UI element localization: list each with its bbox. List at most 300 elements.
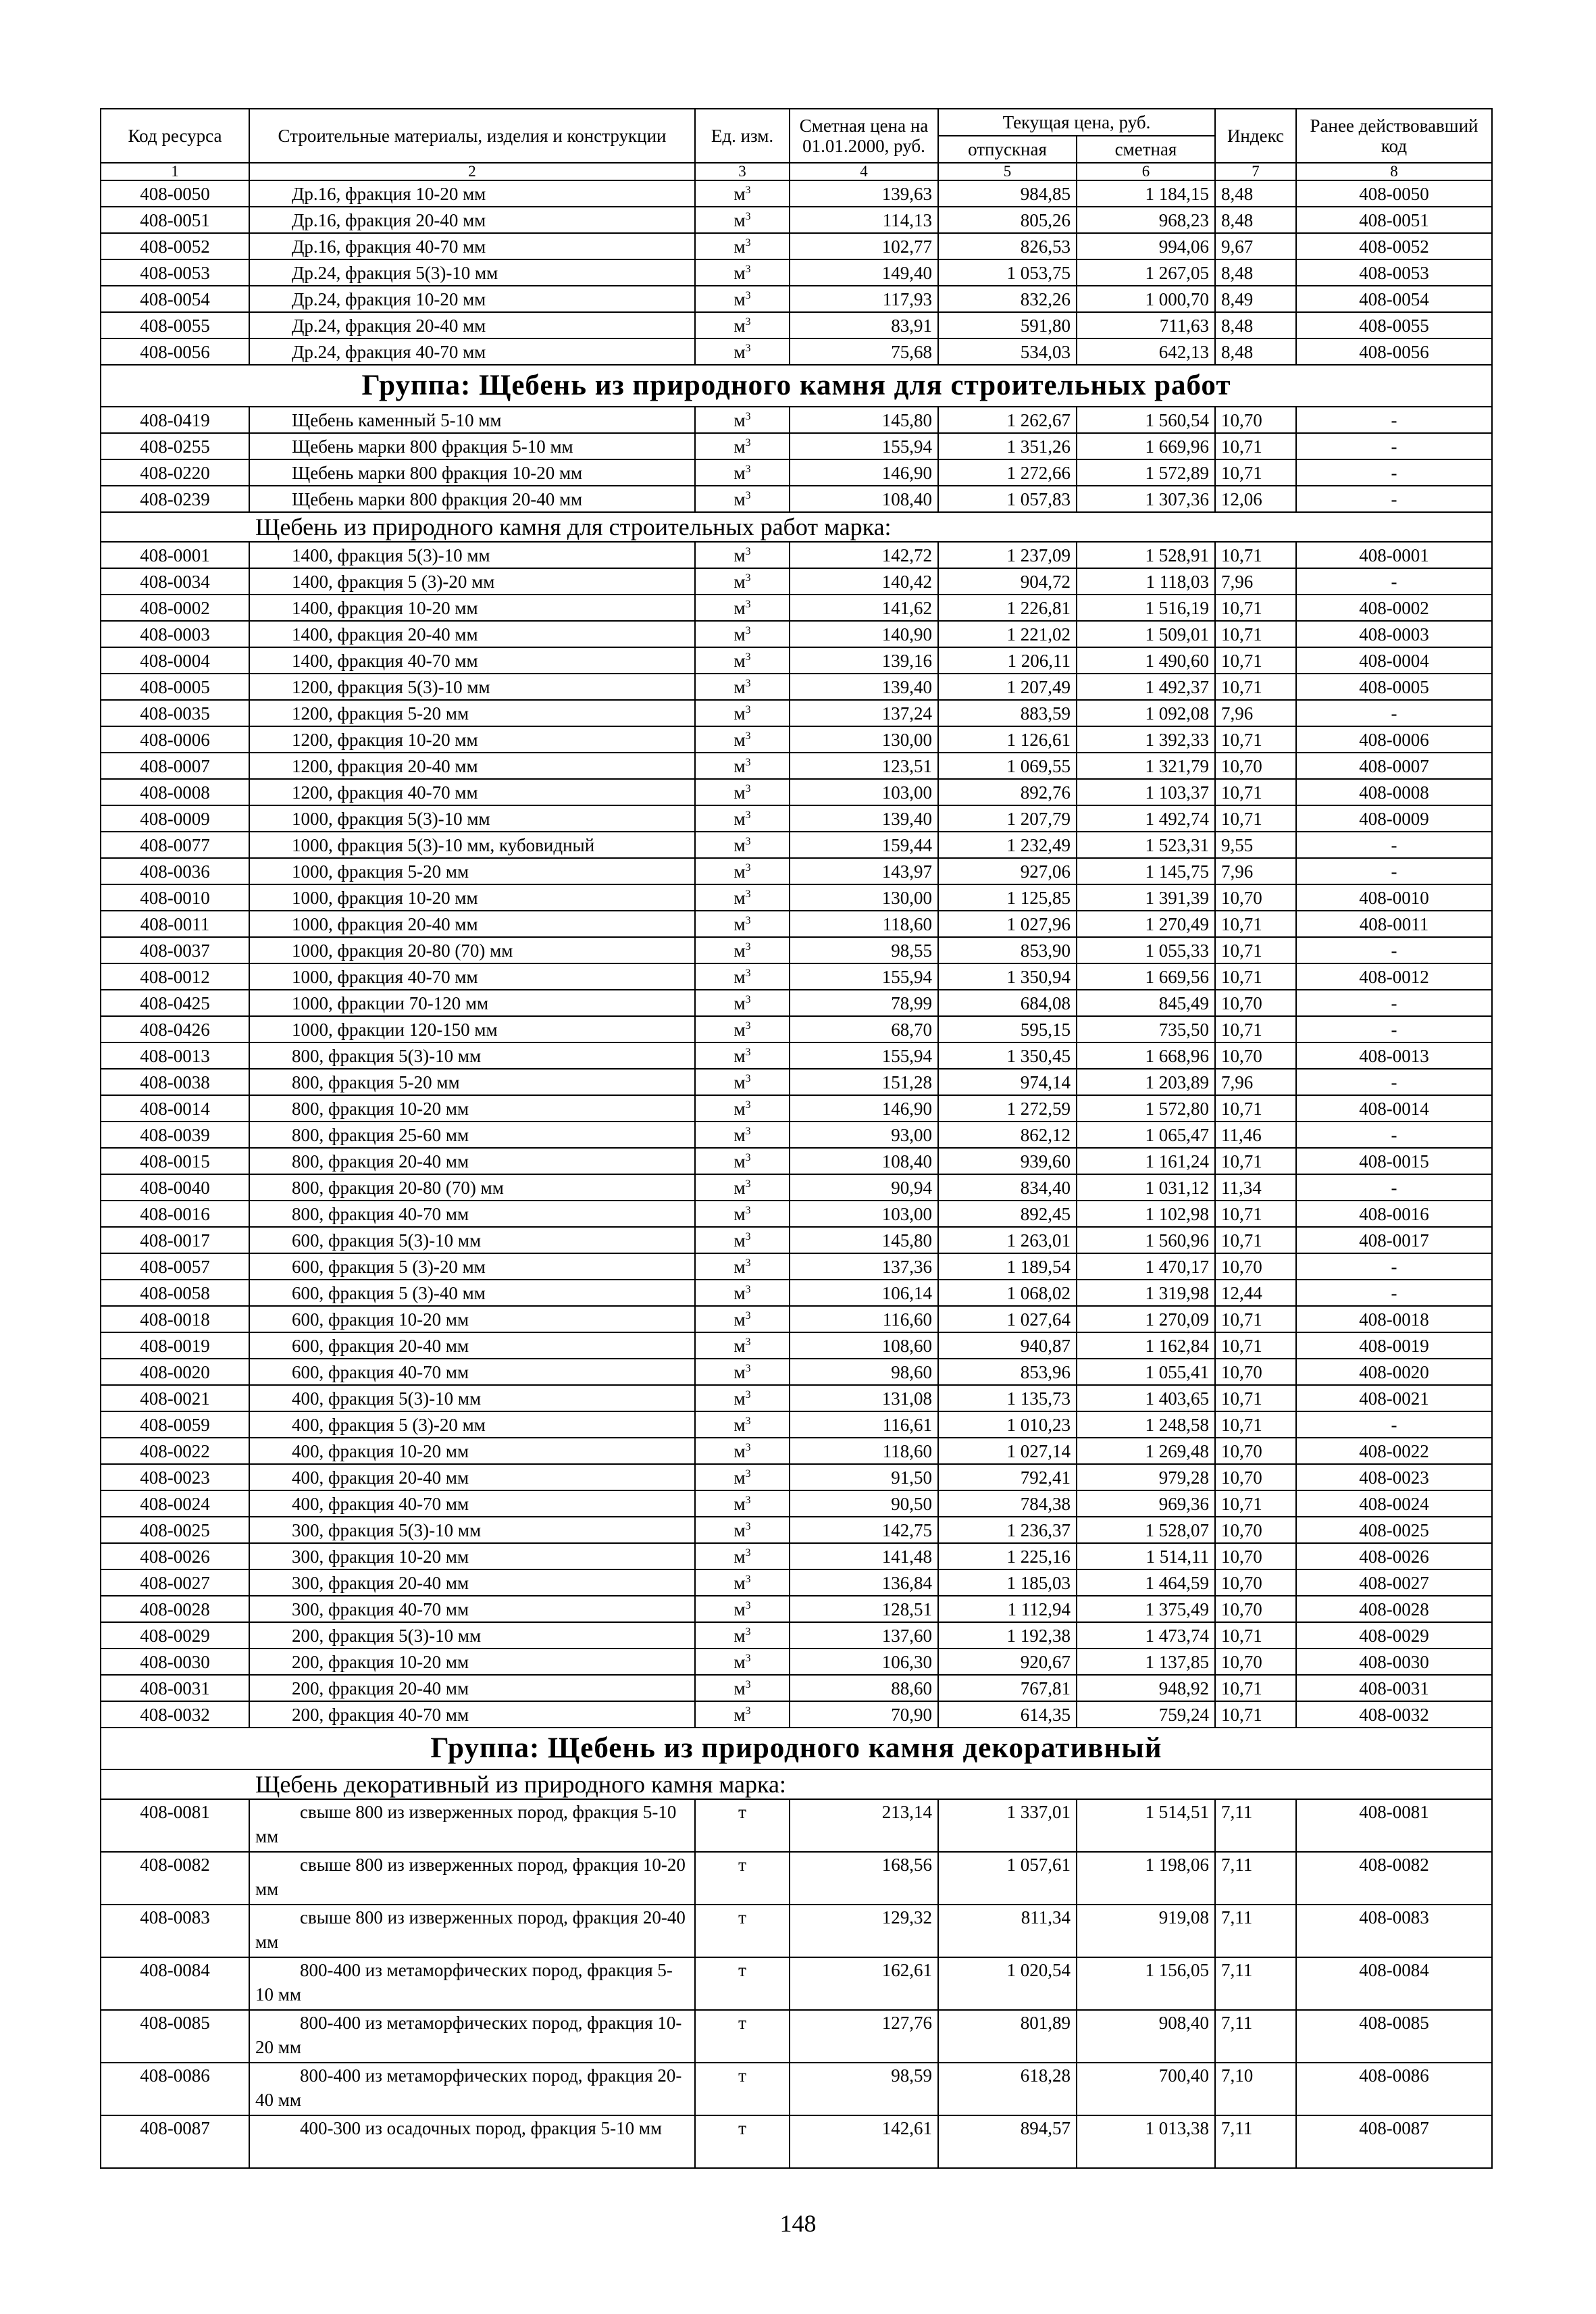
table-row xyxy=(101,407,1492,433)
release-price-cell xyxy=(938,1174,1077,1201)
base-price-cell-text: 70,90 xyxy=(891,1704,932,1725)
unit-cell-text: м xyxy=(733,624,746,645)
index-cell-text: 11,46 xyxy=(1221,1124,1262,1145)
base-price-cell-text: 130,00 xyxy=(881,887,932,908)
index-cell xyxy=(1215,407,1296,433)
release-price-cell-text: 767,81 xyxy=(1020,1678,1071,1699)
resource-code-cell xyxy=(101,595,249,621)
header-index: Индекс xyxy=(1215,109,1296,163)
previous-code-cell xyxy=(1296,937,1492,963)
resource-code-cell xyxy=(101,1411,249,1438)
base-price-cell xyxy=(790,621,938,647)
estimate-price-cell xyxy=(1077,1852,1215,1905)
unit-cell-text: м xyxy=(733,288,746,309)
material-name-cell xyxy=(249,407,695,433)
material-name-cell-text: Др.24, фракция 10-20 мм xyxy=(292,288,486,309)
resource-code-cell-text: 408-0021 xyxy=(140,1388,210,1409)
table-row xyxy=(101,2063,1492,2115)
index-cell xyxy=(1215,1042,1296,1069)
unit-superscript: 3 xyxy=(745,1415,751,1427)
material-name-cell xyxy=(249,1359,695,1385)
index-cell-text: 10,70 xyxy=(1221,755,1262,776)
material-name-cell xyxy=(249,2063,695,2115)
estimate-price-cell xyxy=(1077,459,1215,486)
index-cell xyxy=(1215,2063,1296,2115)
index-cell xyxy=(1215,700,1296,726)
release-price-cell xyxy=(938,2115,1077,2168)
unit-cell xyxy=(695,1622,790,1649)
index-cell xyxy=(1215,1253,1296,1280)
resource-code-cell-text: 408-0013 xyxy=(140,1045,210,1066)
material-name-cell xyxy=(249,1675,695,1701)
previous-code-cell-text: 408-0087 xyxy=(1359,2118,1429,2138)
base-price-cell-text: 141,48 xyxy=(881,1546,932,1567)
base-price-cell xyxy=(790,338,938,365)
unit-cell xyxy=(695,1799,790,1852)
material-name-cell-text: Щебень каменный 5-10 мм xyxy=(292,409,502,430)
release-price-cell-text: 1 057,83 xyxy=(1006,488,1071,509)
subgroup-title-row xyxy=(101,512,1492,542)
base-price-cell-text: 145,80 xyxy=(881,1230,932,1251)
estimate-price-cell-text: 1 572,80 xyxy=(1145,1098,1209,1119)
material-name-cell-text: 1000, фракции 70-120 мм xyxy=(292,992,489,1013)
resource-code-cell xyxy=(101,726,249,753)
base-price-cell-text: 98,60 xyxy=(891,1361,932,1382)
table-row xyxy=(101,779,1492,805)
unit-cell-text: м xyxy=(733,545,746,565)
previous-code-cell-text: 408-0056 xyxy=(1359,341,1429,362)
material-name-cell-text: 1400, фракция 10-20 мм xyxy=(292,597,478,618)
unit-cell xyxy=(695,459,790,486)
base-price-cell xyxy=(790,1016,938,1042)
resource-code-cell xyxy=(101,1464,249,1490)
index-cell xyxy=(1215,459,1296,486)
release-price-cell-text: 1 207,79 xyxy=(1006,808,1071,829)
unit-cell xyxy=(695,1957,790,2010)
previous-code-cell xyxy=(1296,595,1492,621)
release-price-cell xyxy=(938,1016,1077,1042)
table-row xyxy=(101,1675,1492,1701)
base-price-cell xyxy=(790,286,938,312)
previous-code-cell xyxy=(1296,805,1492,832)
index-cell-text: 8,49 xyxy=(1221,288,1254,309)
unit-cell xyxy=(695,1675,790,1701)
unit-cell-text: м xyxy=(733,1440,746,1461)
material-name-cell-text: 1400, фракция 40-70 мм xyxy=(292,650,478,671)
previous-code-cell xyxy=(1296,2010,1492,2063)
resource-code-cell-text: 408-0007 xyxy=(140,755,210,776)
unit-cell-text: м xyxy=(733,834,746,855)
index-cell-text: 10,71 xyxy=(1221,913,1262,934)
material-name-cell xyxy=(249,937,695,963)
previous-code-cell xyxy=(1296,990,1492,1016)
base-price-cell xyxy=(790,1490,938,1517)
material-name-cell-text: 1400, фракция 5(3)-10 мм xyxy=(292,545,490,565)
estimate-price-cell-text: 1 375,49 xyxy=(1145,1599,1209,1619)
material-name-cell xyxy=(249,1799,695,1852)
previous-code-cell xyxy=(1296,858,1492,884)
resource-code-cell xyxy=(101,1438,249,1464)
base-price-cell-text: 102,77 xyxy=(881,236,932,257)
material-name-cell-text: 600, фракция 5(3)-10 мм xyxy=(292,1230,482,1251)
resource-code-cell-text: 408-0018 xyxy=(140,1309,210,1330)
resource-code-cell-text: 408-0031 xyxy=(140,1678,210,1699)
release-price-cell-text: 894,57 xyxy=(1020,2118,1071,2138)
estimate-price-cell xyxy=(1077,1280,1215,1306)
unit-cell-text: м xyxy=(733,1625,746,1646)
index-cell-text: 9,55 xyxy=(1221,834,1254,855)
release-price-cell xyxy=(938,911,1077,937)
estimate-price-cell xyxy=(1077,700,1215,726)
unit-cell xyxy=(695,990,790,1016)
previous-code-cell xyxy=(1296,259,1492,286)
index-cell xyxy=(1215,1122,1296,1148)
table-row xyxy=(101,1596,1492,1622)
table-row xyxy=(101,1253,1492,1280)
previous-code-cell xyxy=(1296,884,1492,911)
estimate-price-cell xyxy=(1077,1464,1215,1490)
material-name-cell xyxy=(249,726,695,753)
estimate-price-cell-text: 1 203,89 xyxy=(1145,1072,1209,1092)
release-price-cell-text: 534,03 xyxy=(1020,341,1071,362)
unit-cell-text: м xyxy=(733,808,746,829)
table-row xyxy=(101,647,1492,674)
previous-code-cell-text: - xyxy=(1391,834,1397,855)
base-price-cell-text: 98,59 xyxy=(891,2065,932,2086)
release-price-cell-text: 1 192,38 xyxy=(1006,1625,1071,1646)
estimate-price-cell xyxy=(1077,1675,1215,1701)
unit-superscript: 3 xyxy=(745,861,751,874)
table-row xyxy=(101,805,1492,832)
estimate-price-cell xyxy=(1077,1174,1215,1201)
resource-code-cell xyxy=(101,779,249,805)
unit-cell-text: м xyxy=(733,1045,746,1066)
index-cell xyxy=(1215,1201,1296,1227)
resource-code-cell-text: 408-0085 xyxy=(140,2013,210,2033)
material-name-cell xyxy=(249,884,695,911)
material-name-cell-text: 1000, фракция 5-20 мм xyxy=(292,861,469,882)
resource-code-cell xyxy=(101,621,249,647)
base-price-cell xyxy=(790,433,938,459)
previous-code-cell-text: 408-0004 xyxy=(1359,650,1429,671)
estimate-price-cell-text: 1 560,54 xyxy=(1145,409,1209,430)
unit-cell xyxy=(695,1227,790,1253)
unit-superscript: 3 xyxy=(745,967,751,979)
unit-cell xyxy=(695,779,790,805)
resource-code-cell xyxy=(101,312,249,338)
release-price-cell-text: 1 010,23 xyxy=(1006,1414,1071,1435)
estimate-price-cell xyxy=(1077,433,1215,459)
release-price-cell-text: 1 226,81 xyxy=(1006,597,1071,618)
release-price-cell xyxy=(938,542,1077,568)
unit-cell xyxy=(695,1306,790,1332)
material-name-cell-text: 1000, фракция 5(3)-10 мм, кубовидный xyxy=(292,834,595,855)
estimate-price-cell xyxy=(1077,1227,1215,1253)
unit-cell xyxy=(695,1464,790,1490)
release-price-cell-text: 1 027,96 xyxy=(1006,913,1071,934)
unit-superscript: 3 xyxy=(745,1388,751,1401)
material-name-cell xyxy=(249,963,695,990)
release-price-cell-text: 1 125,85 xyxy=(1006,887,1071,908)
resource-code-cell xyxy=(101,1332,249,1359)
unit-cell xyxy=(695,1596,790,1622)
estimate-price-cell-text: 1 103,37 xyxy=(1145,782,1209,803)
material-name-cell-text: 300, фракция 40-70 мм xyxy=(292,1599,469,1619)
previous-code-cell-text: - xyxy=(1391,940,1397,961)
table-row xyxy=(101,1016,1492,1042)
estimate-price-cell xyxy=(1077,259,1215,286)
resource-code-cell xyxy=(101,1799,249,1852)
resource-code-cell-text: 408-0036 xyxy=(140,861,210,882)
estimate-price-cell xyxy=(1077,1596,1215,1622)
index-cell-text: 10,71 xyxy=(1221,1335,1262,1356)
index-cell-text: 10,70 xyxy=(1221,992,1262,1013)
release-price-cell xyxy=(938,1385,1077,1411)
header-estimate-price: сметная xyxy=(1077,136,1215,163)
base-price-cell-text: 88,60 xyxy=(891,1678,932,1699)
material-name-cell-text: 800, фракция 20-80 (70) мм xyxy=(292,1177,504,1198)
previous-code-cell-text: - xyxy=(1391,1177,1397,1198)
estimate-price-cell xyxy=(1077,990,1215,1016)
material-name-cell-text: 400, фракция 5 (3)-20 мм xyxy=(292,1414,486,1435)
material-name-cell xyxy=(249,542,695,568)
unit-cell-text: м xyxy=(733,315,746,336)
estimate-price-cell-text: 969,36 xyxy=(1158,1493,1209,1514)
unit-superscript: 3 xyxy=(745,782,751,795)
unit-cell-text: м xyxy=(733,913,746,934)
unit-cell-text: м xyxy=(733,1519,746,1540)
unit-cell-text: т xyxy=(738,1907,746,1928)
material-name-cell xyxy=(249,1306,695,1332)
table-row xyxy=(101,621,1492,647)
resource-code-cell-text: 408-0087 xyxy=(140,2118,210,2138)
unit-cell-text: м xyxy=(733,1072,746,1092)
estimate-price-cell-text: 700,40 xyxy=(1158,2065,1209,2086)
resource-code-cell xyxy=(101,1359,249,1385)
base-price-cell xyxy=(790,1411,938,1438)
estimate-price-cell-text: 1 267,05 xyxy=(1145,262,1209,283)
base-price-cell xyxy=(790,2115,938,2168)
index-cell-text: 9,67 xyxy=(1221,236,1254,257)
index-cell-text: 10,70 xyxy=(1221,1440,1262,1461)
resource-code-cell xyxy=(101,858,249,884)
release-price-cell xyxy=(938,312,1077,338)
previous-code-cell-text: 408-0086 xyxy=(1359,2065,1429,2086)
estimate-price-cell xyxy=(1077,1622,1215,1649)
release-price-cell-text: 614,35 xyxy=(1020,1704,1071,1725)
release-price-cell-text: 862,12 xyxy=(1020,1124,1071,1145)
index-cell xyxy=(1215,1227,1296,1253)
column-number: 6 xyxy=(1077,163,1215,180)
resource-code-cell xyxy=(101,1253,249,1280)
base-price-cell xyxy=(790,1464,938,1490)
base-price-cell-text: 213,14 xyxy=(881,1802,932,1822)
index-cell-text: 10,70 xyxy=(1221,1467,1262,1488)
release-price-cell-text: 1 112,94 xyxy=(1007,1599,1071,1619)
resource-code-cell xyxy=(101,647,249,674)
base-price-cell xyxy=(790,2010,938,2063)
base-price-cell xyxy=(790,407,938,433)
base-price-cell xyxy=(790,1569,938,1596)
release-price-cell xyxy=(938,1649,1077,1675)
index-cell-text: 10,71 xyxy=(1221,782,1262,803)
previous-code-cell xyxy=(1296,2115,1492,2168)
previous-code-cell-text: 408-0020 xyxy=(1359,1361,1429,1382)
unit-cell-text: т xyxy=(738,2065,746,2086)
material-name-cell-text: 1400, фракция 20-40 мм xyxy=(292,624,478,645)
previous-code-cell-text: 408-0053 xyxy=(1359,262,1429,283)
previous-code-cell xyxy=(1296,1227,1492,1253)
material-name-cell xyxy=(249,1122,695,1148)
unit-superscript: 3 xyxy=(745,316,751,328)
estimate-price-cell xyxy=(1077,621,1215,647)
release-price-cell-text: 1 027,64 xyxy=(1006,1309,1071,1330)
estimate-price-cell xyxy=(1077,1957,1215,2010)
resource-code-cell-text: 408-0035 xyxy=(140,703,210,724)
release-price-cell xyxy=(938,259,1077,286)
resource-code-cell-text: 408-0239 xyxy=(140,488,210,509)
unit-superscript: 3 xyxy=(745,1309,751,1322)
resource-code-cell xyxy=(101,1649,249,1675)
release-price-cell-text: 1 020,54 xyxy=(1006,1960,1071,1980)
unit-cell-text: м xyxy=(733,755,746,776)
index-cell-text: 10,71 xyxy=(1221,436,1262,457)
resource-code-cell xyxy=(101,233,249,259)
resource-code-cell-text: 408-0022 xyxy=(140,1440,210,1461)
material-name-cell-text: 800-400 из метаморфических пород, фракция 10-20 мм xyxy=(255,2013,682,2057)
base-price-cell xyxy=(790,1359,938,1385)
base-price-cell xyxy=(790,2063,938,2115)
resource-code-cell-text: 408-0220 xyxy=(140,462,210,483)
unit-superscript: 3 xyxy=(745,1705,751,1717)
previous-code-cell-text: 408-0013 xyxy=(1359,1045,1429,1066)
release-price-cell-text: 1 225,16 xyxy=(1006,1546,1071,1567)
previous-code-cell-text: 408-0016 xyxy=(1359,1203,1429,1224)
index-cell-text: 10,70 xyxy=(1221,1519,1262,1540)
unit-superscript: 3 xyxy=(745,756,751,768)
release-price-cell xyxy=(938,805,1077,832)
column-number: 4 xyxy=(790,163,938,180)
material-name-cell xyxy=(249,858,695,884)
previous-code-cell-text: 408-0011 xyxy=(1359,913,1429,934)
release-price-cell xyxy=(938,674,1077,700)
index-cell-text: 7,96 xyxy=(1221,861,1254,882)
index-cell xyxy=(1215,937,1296,963)
material-name-cell-text: 200, фракция 5(3)-10 мм xyxy=(292,1625,482,1646)
estimate-price-cell xyxy=(1077,407,1215,433)
index-cell-text: 10,71 xyxy=(1221,940,1262,961)
release-price-cell-text: 1 350,94 xyxy=(1006,966,1071,987)
release-price-cell-text: 1 053,75 xyxy=(1006,262,1071,283)
previous-code-cell xyxy=(1296,1069,1492,1095)
release-price-cell-text: 1 126,61 xyxy=(1006,729,1071,750)
resource-code-cell xyxy=(101,911,249,937)
release-price-cell-text: 1 027,14 xyxy=(1006,1440,1071,1461)
unit-cell-text: м xyxy=(733,1203,746,1224)
release-price-cell xyxy=(938,647,1077,674)
base-price-cell xyxy=(790,1517,938,1543)
previous-code-cell xyxy=(1296,568,1492,595)
unit-cell-text: м xyxy=(733,597,746,618)
material-name-cell xyxy=(249,1701,695,1728)
base-price-cell-text: 114,13 xyxy=(882,209,932,230)
material-name-cell xyxy=(249,1201,695,1227)
unit-cell xyxy=(695,1280,790,1306)
table-row xyxy=(101,1569,1492,1596)
table-row xyxy=(101,1332,1492,1359)
base-price-cell-text: 90,94 xyxy=(891,1177,932,1198)
base-price-cell xyxy=(790,1095,938,1122)
unit-cell xyxy=(695,1490,790,1517)
unit-cell-text: м xyxy=(733,571,746,592)
estimate-price-cell-text: 1 092,08 xyxy=(1145,703,1209,724)
table-row xyxy=(101,1095,1492,1122)
base-price-cell-text: 106,30 xyxy=(881,1651,932,1672)
material-name-cell-text: 1200, фракция 20-40 мм xyxy=(292,755,478,776)
resource-code-cell xyxy=(101,2010,249,2063)
header-release-price: отпускная xyxy=(938,136,1077,163)
resource-code-cell-text: 408-0058 xyxy=(140,1282,210,1303)
resource-code-cell xyxy=(101,433,249,459)
estimate-price-cell xyxy=(1077,1490,1215,1517)
previous-code-cell-text: 408-0081 xyxy=(1359,1802,1429,1822)
material-name-cell-text: 400-300 из осадочных пород, фракция 5-10 мм xyxy=(300,2118,663,2138)
estimate-price-cell-text: 1 473,74 xyxy=(1145,1625,1209,1646)
estimate-price-cell xyxy=(1077,726,1215,753)
previous-code-cell-text: 408-0010 xyxy=(1359,887,1429,908)
base-price-cell-text: 143,97 xyxy=(881,861,932,882)
material-name-cell-text: 400, фракция 20-40 мм xyxy=(292,1467,469,1488)
base-price-cell-text: 108,40 xyxy=(881,488,932,509)
release-price-cell-text: 939,60 xyxy=(1020,1151,1071,1172)
table-row xyxy=(101,1543,1492,1569)
estimate-price-cell xyxy=(1077,1385,1215,1411)
table-row xyxy=(101,674,1492,700)
release-price-cell xyxy=(938,753,1077,779)
base-price-cell-text: 159,44 xyxy=(881,834,932,855)
estimate-price-cell-text: 1 516,19 xyxy=(1145,597,1209,618)
base-price-cell-text: 78,99 xyxy=(891,992,932,1013)
estimate-price-cell-text: 845,49 xyxy=(1158,992,1209,1013)
index-cell xyxy=(1215,805,1296,832)
column-number: 5 xyxy=(938,163,1077,180)
estimate-price-cell xyxy=(1077,338,1215,365)
unit-cell-text: м xyxy=(733,462,746,483)
unit-cell xyxy=(695,1253,790,1280)
base-price-cell xyxy=(790,568,938,595)
unit-cell-text: м xyxy=(733,236,746,257)
table-row xyxy=(101,884,1492,911)
column-number-row xyxy=(101,163,1492,180)
release-price-cell xyxy=(938,858,1077,884)
unit-superscript: 3 xyxy=(745,1020,751,1032)
release-price-cell-text: 984,85 xyxy=(1020,183,1071,204)
table-row xyxy=(101,486,1492,512)
index-cell xyxy=(1215,1701,1296,1728)
index-cell-text: 10,71 xyxy=(1221,1151,1262,1172)
index-cell xyxy=(1215,1649,1296,1675)
base-price-cell xyxy=(790,674,938,700)
release-price-cell-text: 595,15 xyxy=(1020,1019,1071,1040)
release-price-cell xyxy=(938,1069,1077,1095)
material-name-cell-text: 1000, фракция 10-20 мм xyxy=(292,887,478,908)
estimate-price-cell xyxy=(1077,753,1215,779)
base-price-cell-text: 139,16 xyxy=(881,650,932,671)
unit-superscript: 3 xyxy=(745,1099,751,1111)
release-price-cell xyxy=(938,1517,1077,1543)
base-price-cell-text: 146,90 xyxy=(881,462,932,483)
unit-superscript: 3 xyxy=(745,940,751,953)
